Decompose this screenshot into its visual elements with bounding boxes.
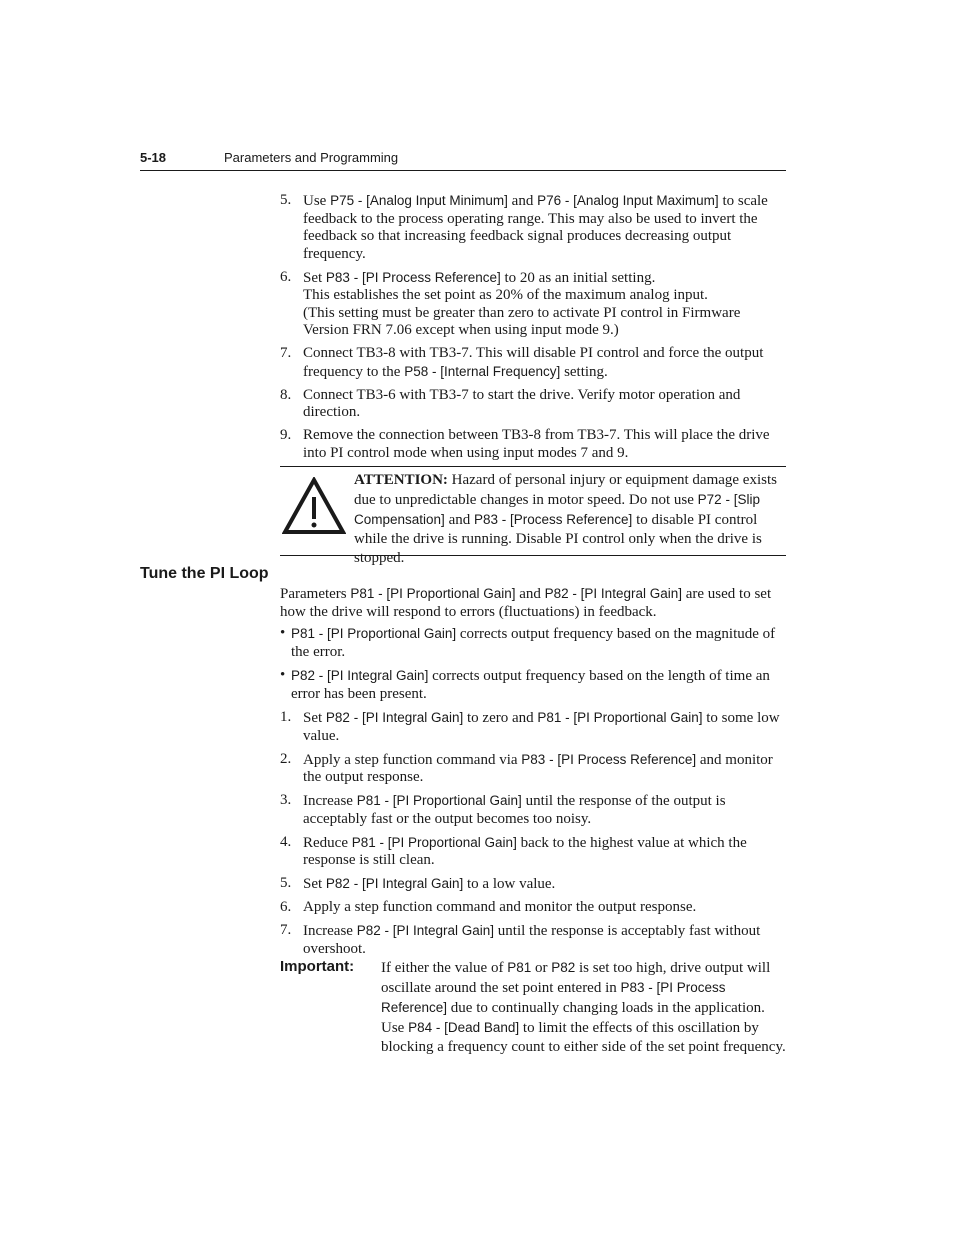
text-run: This establishes the set point as 20% of the maximum analog input.	[303, 287, 708, 303]
important-note-text	[381, 958, 786, 1057]
text-run: until the response of the output is acceptably fast or the output becomes too noisy.	[303, 793, 726, 827]
text-run: and monitor the output response.	[303, 751, 773, 785]
text-run: until the response is acceptably fast without overshoot.	[303, 923, 761, 957]
attention-text	[354, 471, 782, 568]
important-label: Important:	[280, 958, 355, 975]
parameter-reference: P81 - [PI Proportional Gain]	[350, 586, 516, 601]
step-number: 1.	[280, 709, 292, 725]
bullet-icon: •	[280, 667, 286, 683]
text-run: or	[531, 960, 552, 976]
text-run: and	[507, 193, 538, 209]
text-run: to zero and	[463, 710, 538, 726]
step-item	[280, 751, 786, 787]
text-run: corrects output frequency based on the length of time an error has been present.	[291, 668, 770, 702]
parameter-reference: P83 - [Process Reference]	[473, 512, 633, 527]
step-number: 6.	[280, 899, 292, 915]
step-item	[280, 269, 786, 340]
text-run: If either the value of	[381, 960, 508, 976]
text-run: Increase	[303, 793, 357, 809]
step-number: 2.	[280, 750, 292, 767]
parameter-reference: P81 - [PI Proportional Gain]	[351, 834, 517, 850]
step-text	[303, 193, 768, 262]
bullet-text	[291, 668, 770, 702]
text-run: to some low value.	[303, 710, 780, 744]
step-text	[303, 876, 555, 892]
parameter-reference: P81 - [PI Proportional Gain]	[291, 626, 457, 641]
step-item	[280, 709, 786, 745]
tuning-steps-list	[280, 709, 786, 958]
step-number: 7.	[280, 345, 292, 361]
steps-list	[280, 192, 786, 462]
step-text	[303, 752, 773, 786]
parameter-reference: P82 - [PI Integral Gain]	[544, 586, 682, 601]
page-header	[140, 150, 786, 171]
text-run: Connect TB3-6 with TB3-7 to start the drive. Verify motor operation and direction.	[303, 386, 741, 420]
step-text	[303, 923, 760, 957]
text-run: to 20 as an initial setting.	[500, 269, 656, 286]
step-item	[280, 899, 786, 917]
attention-box	[280, 466, 786, 566]
text-run: Reduce	[303, 834, 352, 851]
step-text	[303, 710, 780, 744]
page-number: 5-18	[140, 150, 167, 165]
parameter-reference: P82 - [PI Integral Gain]	[325, 710, 464, 725]
text-run: Hazard of personal injury or equipment damage exists due to unpredictable changes in motor speed. Do not use	[354, 472, 777, 508]
text-run: Use	[303, 193, 331, 209]
text-run: to limit the effects of this oscillation by blocking a frequency count to either side of the set point frequency.	[381, 1020, 786, 1055]
text-run: Set	[303, 710, 326, 726]
bullet-icon: •	[280, 625, 286, 641]
bullet-item	[280, 625, 786, 661]
text-run: (This setting must be greater than zero to activate PI control in Firmware Version FRN 7.06 except when using input mode 9.)	[303, 304, 741, 338]
text-run: Apply a step function command and monitor the output response.	[303, 899, 697, 915]
step-item	[280, 922, 786, 958]
step-text	[303, 899, 696, 915]
text-run: to scale feedback to the process operating range. This may also be used to invert the feedback so that increasing feedback signal produces decreasing output frequency.	[303, 193, 768, 262]
text-run: Set	[303, 876, 326, 892]
text-run: to a low value.	[463, 876, 556, 892]
text-run: Apply a step function command via	[303, 751, 522, 768]
text-run: Parameters	[280, 586, 351, 602]
parameter-reference: P84 - [Dead Band]	[408, 1020, 520, 1035]
text-run: Remove the connection between TB3-8 from TB3-7. This will place the drive into PI control mode when using input modes 7 and 9.	[303, 427, 770, 461]
parameter-reference: P75 - [Analog Input Minimum]	[330, 193, 508, 208]
parameter-reference: P81 - [PI Proportional Gain]	[537, 710, 703, 725]
step-text	[303, 387, 740, 421]
step-text	[303, 270, 740, 339]
step-number: 4.	[280, 833, 292, 850]
step-text	[303, 345, 763, 380]
chapter-title: Parameters and Programming	[224, 150, 399, 165]
bullet-item	[280, 667, 786, 703]
text-run: are used to set how the drive will respond to errors (fluctuations) in feedback.	[280, 586, 772, 620]
step-item	[280, 345, 786, 381]
parameter-reference: P83 - [PI Process Reference]	[325, 269, 501, 285]
step-item	[280, 192, 786, 263]
text-run: Connect TB3-8 with TB3-7. This will disable PI control and force the output frequency to the	[303, 345, 764, 380]
section-title-tune-pi-loop: Tune the PI Loop	[140, 565, 269, 582]
warning-triangle-icon	[282, 477, 346, 535]
step-number: 6.	[280, 268, 292, 285]
text-run: corrects output frequency based on the magnitude of the error.	[291, 626, 776, 660]
text-run: due to continually changing loads in the application. Use	[381, 1000, 765, 1036]
step-text	[303, 793, 726, 827]
step-text	[303, 427, 770, 461]
step-item	[280, 834, 786, 870]
parameter-reference: P72 - [Slip Compensation]	[354, 492, 760, 527]
text-run: is set too high, drive output will oscillate around the set point entered in	[381, 960, 771, 996]
parameter-reference: P82	[551, 960, 576, 975]
parameter-reference: P83 - [PI Process Reference]	[521, 751, 697, 767]
parameter-reference: P82 - [PI Integral Gain]	[291, 668, 429, 683]
parameter-reference: P83 - [PI Process Reference]	[381, 980, 726, 1015]
gain-bullet-list	[280, 625, 786, 703]
bullet-text	[291, 626, 775, 660]
step-number: 9.	[280, 427, 292, 443]
step-number: 3.	[280, 792, 292, 808]
tune-section-body	[280, 585, 786, 964]
parameter-reference: P82 - [PI Integral Gain]	[356, 923, 495, 938]
step-number: 5.	[280, 192, 292, 208]
parameter-reference: P58 - [Internal Frequency]	[404, 363, 561, 379]
step-number: 5.	[280, 875, 292, 891]
parameter-reference: P76 - [Analog Input Maximum]	[537, 193, 719, 208]
text-run: Increase	[303, 923, 357, 939]
step-item	[280, 792, 786, 828]
step-item	[280, 427, 786, 462]
pi-setup-steps	[280, 192, 786, 468]
parameter-reference: P82 - [PI Integral Gain]	[325, 876, 464, 891]
text-run: Set	[303, 269, 326, 286]
step-text	[303, 835, 747, 869]
text-run: to disable PI control while the drive is running. Disable PI control only when the drive is stopped.	[354, 512, 762, 566]
step-item	[280, 875, 786, 894]
tune-intro-paragraph	[280, 585, 786, 621]
text-run: ATTENTION:	[354, 472, 448, 488]
step-number: 8.	[280, 386, 292, 403]
text-run: back to the highest value at which the response is still clean.	[303, 834, 747, 868]
text-run: and	[444, 512, 474, 528]
text-run: and	[515, 586, 545, 602]
step-item	[280, 387, 786, 422]
step-number: 7.	[280, 922, 292, 938]
parameter-reference: P81 - [PI Proportional Gain]	[356, 793, 522, 808]
parameter-reference: P81	[507, 960, 532, 975]
text-run: setting.	[560, 363, 608, 380]
